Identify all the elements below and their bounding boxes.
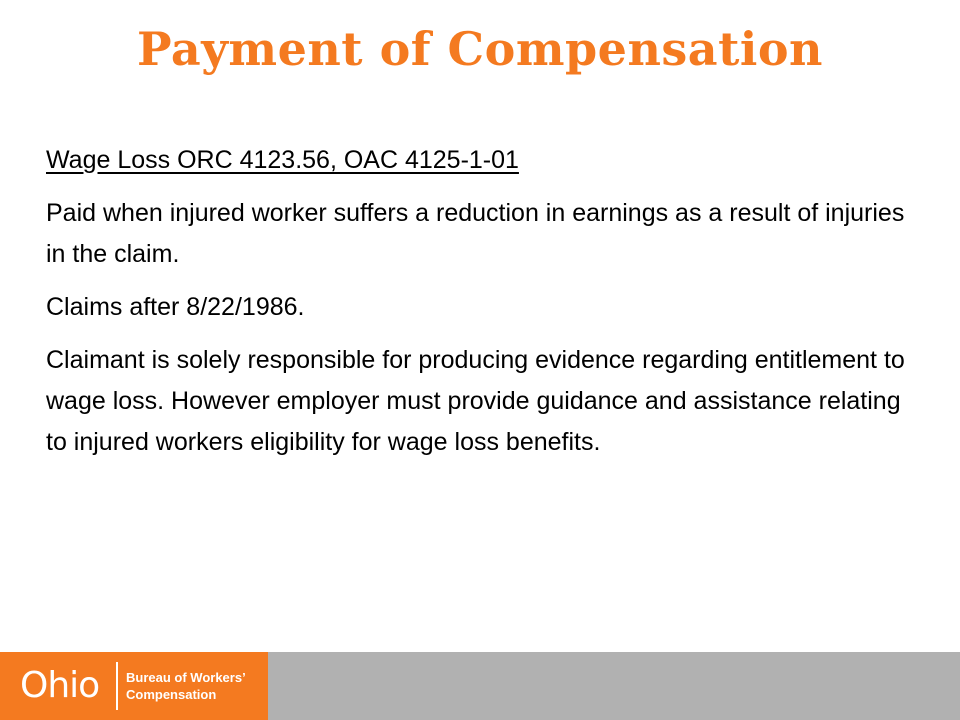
footer-brand-block xyxy=(0,652,268,720)
agency-name-line-1: Bureau of Workers’ xyxy=(126,670,246,685)
agency-name-line-2: Compensation xyxy=(126,687,217,702)
logo-divider xyxy=(116,662,118,710)
paragraph-claims-date: Claims after 8/22/1986. xyxy=(46,293,305,321)
paragraph-claimant-responsibility: Claimant is solely responsible for producing evidence regarding entitlement to wage loss. However employer must provide guidance and assistance relating to injured workers eligibility for wage loss benefits. xyxy=(46,346,905,456)
slide-body xyxy=(46,140,926,475)
paragraph-reduction-earnings: Paid when injured worker suffers a reduction in earnings as a result of injuries in the claim. xyxy=(46,199,905,268)
section-heading: Wage Loss ORC 4123.56, OAC 4125-1-01 xyxy=(46,146,519,174)
footer-bar xyxy=(0,652,960,720)
slide-title: Payment of Compensation xyxy=(137,22,823,76)
agency-name xyxy=(126,669,246,703)
ohio-logo: Ohio xyxy=(20,665,100,706)
